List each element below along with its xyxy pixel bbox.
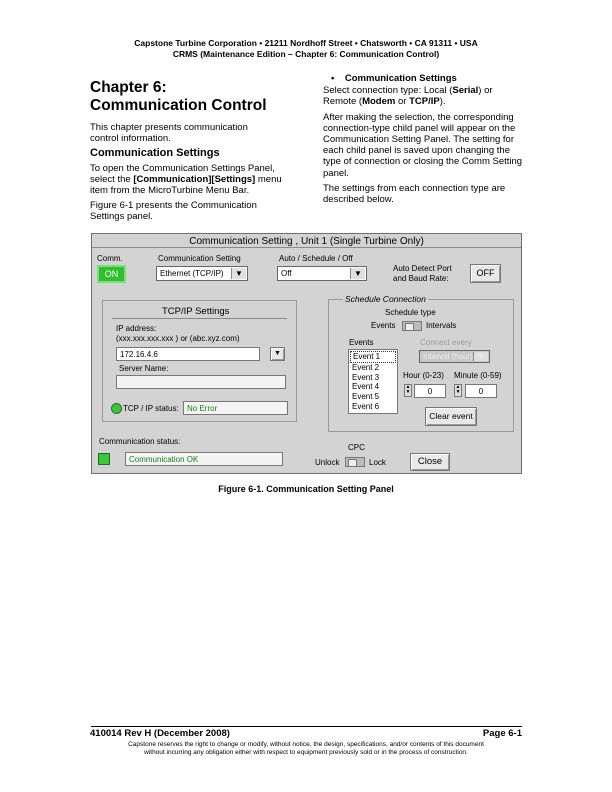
minute-spinner[interactable]: ▲ ▼ [455,384,461,395]
connect-every-value: Interval (hour) [423,352,473,361]
cpc-lock-toggle[interactable] [345,457,365,467]
figure-reference: Figure 6-1 presents the Communication Settings panel. [90,200,257,223]
chapter-title: Chapter 6: Communication Control [90,79,267,114]
chevron-down-icon: ▼ [231,268,246,279]
comm-status-led-icon [98,453,110,465]
header-line-1: Capstone Turbine Corporation • 21211 Nordhoff Street • Chatsworth • CA 91311 • USA [134,38,478,48]
open-instructions: To open the Communication Settings Panel, select the [Communication][Settings] menu item from the MicroTurbine Menu Bar. [90,162,282,197]
ip-address-input[interactable]: 172.16.4.6 [116,347,260,361]
list-item[interactable]: Event 1 [350,351,396,363]
hour-spinner[interactable]: ▲ ▼ [405,384,411,395]
events-list[interactable] [348,349,398,414]
minute-label: Minute (0-59) [454,371,502,380]
connection-type-text: Select connection type: Local (Serial) or Remote (Modem or TCP/IP). [323,85,493,108]
comm-status-field: Communication OK [125,452,283,466]
chevron-down-icon: ▼ [473,352,488,361]
ip-format-hint: (xxx.xxx.xxx.xxx ) or (abc.xyz.com) [116,334,240,343]
list-item[interactable]: Event 6 [352,401,380,411]
tcp-status-led-icon [111,403,122,414]
footer-divider [91,726,522,727]
communication-setting-panel [91,233,522,474]
right-column [323,73,523,209]
list-item[interactable]: Event 5 [352,392,380,402]
tcp-status-field: No Error [183,401,288,415]
events-toggle-label: Events [371,321,396,330]
comm-setting-label: Communication Setting [158,254,241,263]
connect-every-label: Connect every [420,338,472,347]
cpc-label: CPC [348,443,365,452]
figure-caption: Figure 6-1. Communication Setting Panel [218,484,394,494]
schedule-type-label: Schedule type [385,308,436,317]
auto-schedule-label: Auto / Schedule / Off [279,254,353,263]
comm-on-button[interactable]: ON [97,265,126,283]
hour-input[interactable]: 0 [414,384,446,398]
server-name-input[interactable] [116,375,286,389]
ip-history-dropdown-button[interactable] [270,347,285,361]
tcp-status-label: TCP / IP status: [123,404,179,413]
lock-label: Lock [369,458,386,467]
disclaimer-line-2: without incurring any obligation either with respect to equipment previously sold or in the process of construction. [144,749,468,756]
list-item[interactable]: Event 4 [352,382,380,392]
disclaimer-line-1: Capstone reserves the right to change or modify, without notice, the design, specifications, and/or contents of this document [128,741,484,748]
settings-text: The settings from each connection type are described below. [323,182,506,206]
hour-label: Hour (0-23) [403,371,444,380]
panel-title: Communication Setting , Unit 1 (Single Turbine Only) [189,236,424,247]
left-column [90,79,300,227]
comm-setting-dropdown[interactable] [156,266,248,281]
unlock-label: Unlock [315,458,340,467]
chevron-down-icon: ▼ [274,350,281,357]
connect-every-dropdown[interactable] [419,350,490,363]
list-item[interactable]: Event 2 [352,362,380,372]
auto-schedule-value: Off [281,269,292,278]
clear-event-button[interactable]: Clear event [425,407,477,426]
ip-address-label: IP address: [116,324,157,333]
autodetect-button[interactable]: OFF [470,264,501,283]
doc-id: 410014 Rev H (December 2008) [90,728,230,739]
comm-setting-value: Ethernet (TCP/IP) [160,269,224,278]
schedule-type-toggle[interactable] [402,321,422,331]
schedule-group-title: Schedule Connection [345,294,426,304]
comm-label: Comm. [97,254,123,263]
close-button[interactable]: Close [410,453,450,471]
intervals-toggle-label: Intervals [426,321,457,330]
header-line-2: CRMS (Maintenance Edition – Chapter 6: Communication Control) [172,49,440,59]
selection-text: After making the selection, the corresponding connection-type child panel will appear on the Communication Setting Panel. The setting for each child panel is saved upon changing the type of connection or closing the Comm Setting panel. [323,111,523,179]
chevron-down-icon: ▼ [350,268,365,279]
tcpip-group-title: TCP/IP Settings [162,306,230,317]
intro-text: This chapter presents communication control information. [90,122,248,145]
list-item[interactable]: Event 3 [352,372,380,382]
bullet-item: • Communication Settings [331,73,457,84]
server-name-label: Server Name: [119,364,169,373]
auto-schedule-dropdown[interactable] [277,266,367,281]
page-number: Page 6-1 [482,728,522,739]
comm-status-label: Communication status: [99,437,181,446]
minute-input[interactable]: 0 [465,384,497,398]
section-title: Communication Settings [90,147,220,160]
events-list-label: Events [349,338,374,347]
autodetect-label: Auto Detect Port and Baud Rate: [393,264,452,283]
